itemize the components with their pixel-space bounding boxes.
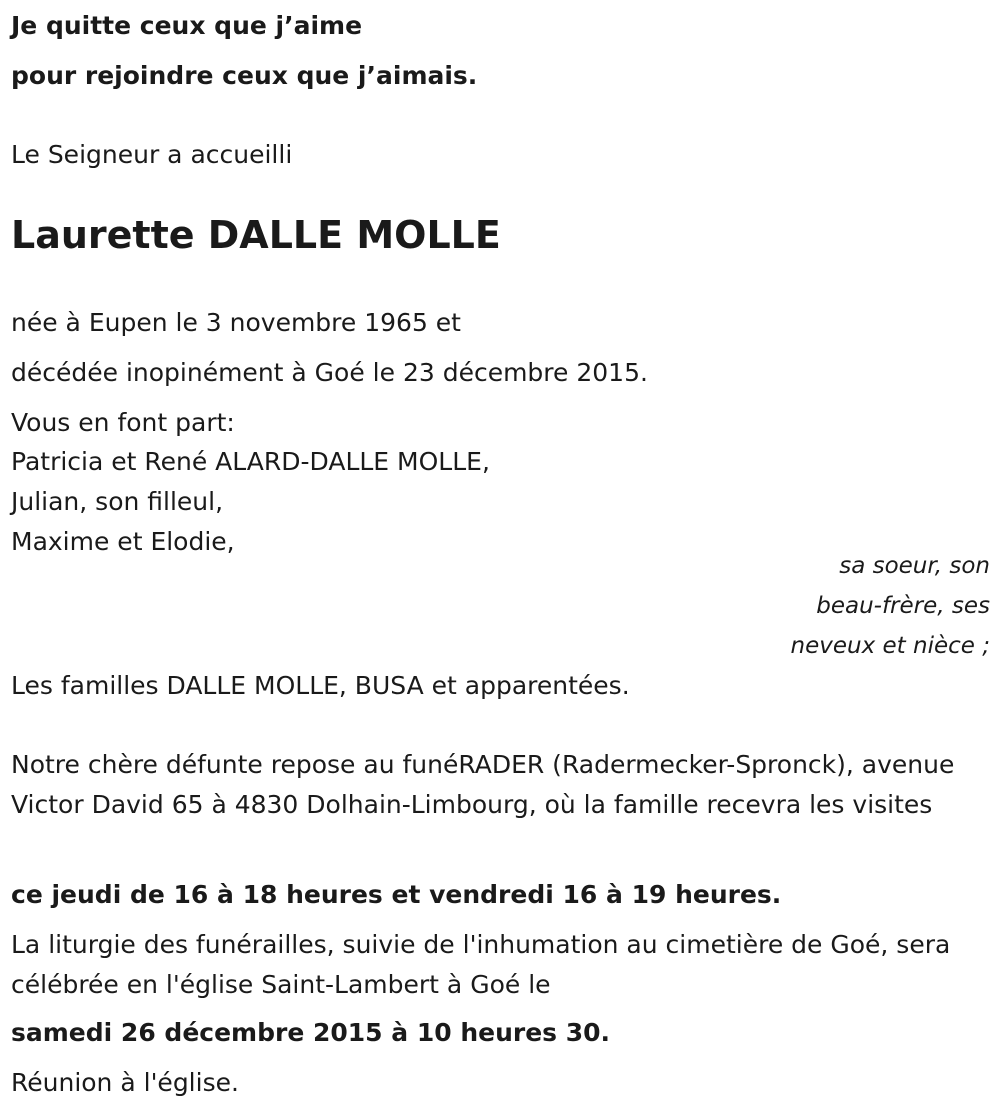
- announcer-name: Maxime et Elodie,: [11, 527, 235, 556]
- relation-line: sa soeur, son: [839, 553, 990, 579]
- announcers-heading: Vous en font part:: [11, 408, 235, 437]
- announcer-name: Julian, son filleul,: [11, 487, 224, 516]
- birth-line: née à Eupen le 3 novembre 1965 et: [11, 308, 461, 337]
- families-line: Les familles DALLE MOLLE, BUSA et apparentées.: [11, 671, 630, 700]
- death-line: décédée inopinément à Goé le 23 décembre 2015.: [11, 358, 648, 387]
- relation-line: neveux et nièce ;: [790, 633, 990, 659]
- intro-text: Le Seigneur a accueilli: [11, 140, 293, 169]
- funeral-text: La liturgie des funérailles, suivie de l'inhumation au cimetière de Goé, sera célébrée en l'église Saint-Lambert à Goé le: [11, 930, 951, 999]
- relation-line: beau-frère, ses: [816, 593, 990, 619]
- epigraph-line-2: pour rejoindre ceux que j’aimais.: [11, 61, 478, 90]
- visitation-times: ce jeudi de 16 à 18 heures et vendredi 16 à 19 heures.: [11, 880, 782, 909]
- funeral-datetime: samedi 26 décembre 2015 à 10 heures 30.: [11, 1018, 611, 1047]
- announcer-name: Patricia et René ALARD-DALLE MOLLE,: [11, 447, 490, 476]
- visitation-text: Notre chère défunte repose au funéRADER (Radermecker-Spronck), avenue Victor David 65 à 4830 Dolhain-Limbourg, où la famille recevra les visites: [11, 750, 955, 819]
- epigraph-line-1: Je quitte ceux que j’aime: [11, 11, 363, 40]
- deceased-name: Laurette DALLE MOLLE: [11, 213, 501, 257]
- meeting-line: Réunion à l'église.: [11, 1068, 239, 1097]
